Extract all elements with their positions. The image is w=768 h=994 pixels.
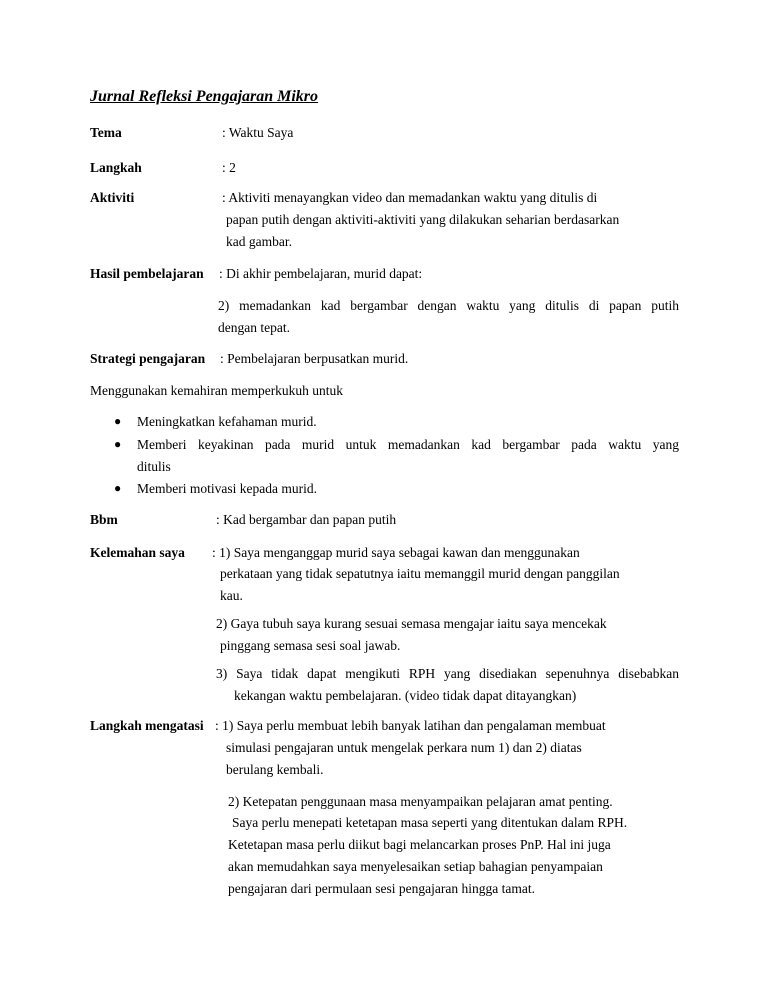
kelemahan-line: 2) Gaya tubuh saya kurang sesuai semasa mengajar iaitu saya mencekak bbox=[216, 616, 607, 631]
mengatasi-line: akan memudahkan saya menyelesaikan setiap bahagian penyampaian bbox=[228, 859, 603, 874]
hasil-label: Hasil pembelajaran bbox=[90, 266, 204, 281]
langkah-value: : 2 bbox=[222, 160, 236, 175]
langkah-label: Langkah bbox=[90, 160, 142, 175]
mengatasi-line: pengajaran dari permulaan sesi pengajaran hingga tamat. bbox=[228, 881, 535, 896]
bullet-item: Memberi keyakinan pada murid untuk memadankan kad bergambar pada waktu yang bbox=[137, 437, 679, 452]
kemahiran-intro: Menggunakan kemahiran memperkukuh untuk bbox=[90, 383, 344, 398]
mengatasi-line: Saya perlu menepati ketetapan masa seperti yang ditentukan dalam RPH. bbox=[232, 815, 628, 830]
hasil-line: dengan tepat. bbox=[218, 320, 290, 335]
bullet-icon: ● bbox=[114, 437, 122, 451]
hasil-line: 2) memadankan kad bergambar dengan waktu yang ditulis di papan putih bbox=[218, 298, 679, 313]
bullet-item: Memberi motivasi kepada murid. bbox=[137, 481, 317, 496]
mengatasi-line: Ketetapan masa perlu diikut bagi melancarkan proses PnP. Hal ini juga bbox=[228, 837, 611, 852]
strategi-label: Strategi pengajaran bbox=[90, 351, 206, 366]
mengatasi-line: 2) Ketepatan penggunaan masa menyampaikan pelajaran amat penting. bbox=[228, 794, 613, 809]
hasil-value: : Di akhir pembelajaran, murid dapat: bbox=[219, 266, 423, 281]
bullet-item-continuation: ditulis bbox=[137, 459, 171, 474]
tema-value: : Waktu Saya bbox=[222, 125, 294, 140]
kelemahan-line: kekangan waktu pembelajaran. (video tidak dapat ditayangkan) bbox=[234, 688, 577, 703]
kelemahan-line: pinggang semasa sesi soal jawab. bbox=[220, 638, 401, 653]
kelemahan-line: 3) Saya tidak dapat mengikuti RPH yang disediakan sepenuhnya disebabkan bbox=[216, 666, 679, 681]
mengatasi-line: berulang kembali. bbox=[226, 762, 324, 777]
aktiviti-line: : Aktiviti menayangkan video dan memadankan waktu yang ditulis di bbox=[222, 190, 598, 205]
mengatasi-line: simulasi pengajaran untuk mengelak perkara num 1) dan 2) diatas bbox=[226, 740, 582, 755]
aktiviti-line: papan putih dengan aktiviti-aktiviti yang dilakukan seharian berdasarkan bbox=[226, 212, 620, 227]
bullet-item: Meningkatkan kefahaman murid. bbox=[137, 414, 317, 429]
aktiviti-line: kad gambar. bbox=[226, 234, 292, 249]
bbm-value: : Kad bergambar dan papan putih bbox=[216, 512, 397, 527]
bullet-icon: ● bbox=[114, 414, 122, 428]
mengatasi-line: : 1) Saya perlu membuat lebih banyak latihan dan pengalaman membuat bbox=[215, 718, 606, 733]
bullet-icon: ● bbox=[114, 481, 122, 495]
bbm-label: Bbm bbox=[90, 512, 118, 527]
document-title: Jurnal Refleksi Pengajaran Mikro bbox=[90, 88, 319, 105]
mengatasi-label: Langkah mengatasi bbox=[90, 718, 204, 733]
tema-label: Tema bbox=[90, 125, 122, 140]
kelemahan-line: kau. bbox=[220, 588, 243, 603]
aktiviti-label: Aktiviti bbox=[90, 190, 135, 205]
kelemahan-label: Kelemahan saya bbox=[90, 545, 185, 560]
strategi-value: : Pembelajaran berpusatkan murid. bbox=[220, 351, 409, 366]
kelemahan-line: perkataan yang tidak sepatutnya iaitu memanggil murid dengan panggilan bbox=[220, 566, 620, 581]
kelemahan-line: : 1) Saya menganggap murid saya sebagai kawan dan menggunakan bbox=[212, 545, 580, 560]
